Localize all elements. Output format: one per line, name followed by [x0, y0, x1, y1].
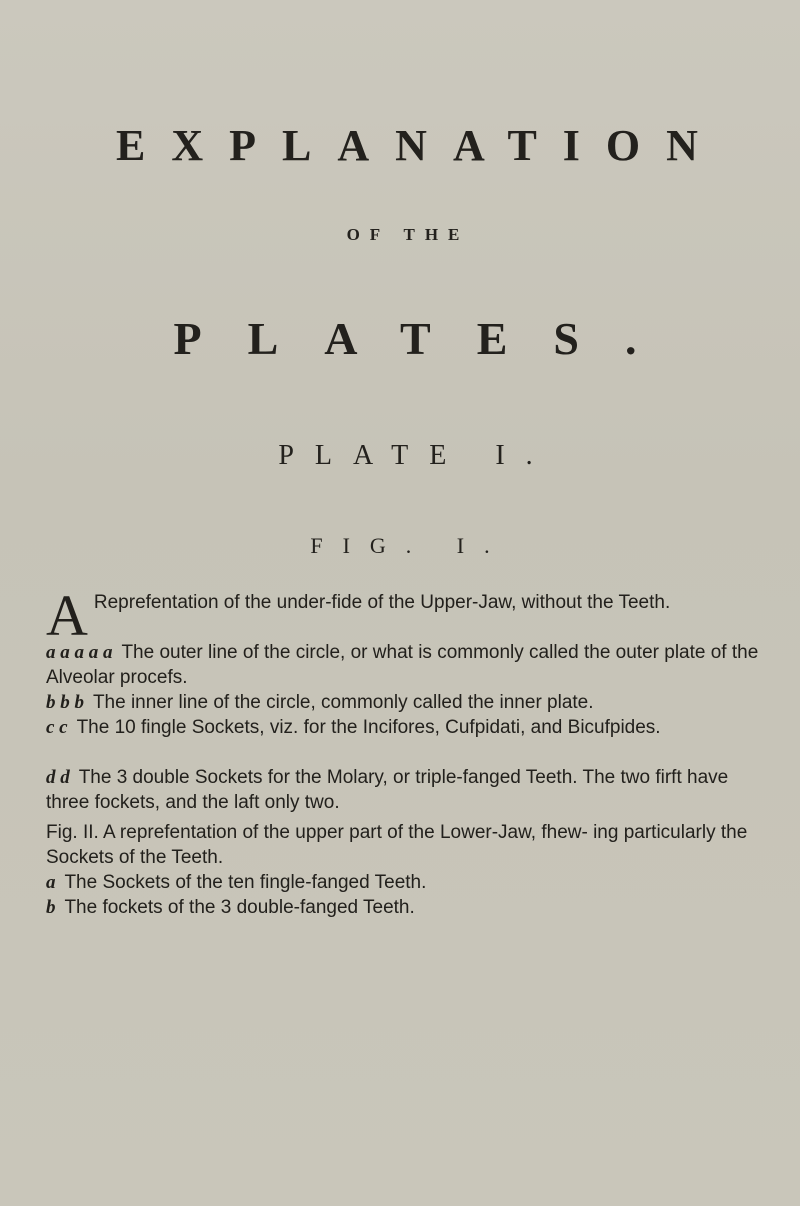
fig2-intro-paragraph	[46, 820, 766, 870]
item-text: The fockets of the 3 double-fanged Teeth.	[64, 897, 415, 918]
item-text: The 10 fingle Sockets, viz. for the Incifores, Cufpidati, and Bicufpides.	[76, 717, 661, 738]
item-letter: d d	[46, 767, 70, 788]
fig2-item	[46, 895, 766, 920]
drop-cap: A	[46, 583, 88, 648]
item-letter: b	[46, 897, 56, 918]
item-text: The outer line of the circle, or what is commonly called the outer plate of the Alveolar procefs.	[46, 642, 759, 688]
fig2-item	[46, 870, 766, 895]
item-text: The Sockets of the ten fingle-fanged Teeth.	[64, 872, 427, 893]
fig1-intro-paragraph	[46, 583, 766, 648]
fig1-item	[46, 765, 766, 815]
fig1-item	[46, 640, 766, 690]
title-of-the: OF THE	[346, 225, 470, 244]
fig1-intro-text: Reprefentation of the under-fide of the Upper-Jaw, without the Teeth.	[93, 592, 671, 613]
fig1-item	[46, 715, 766, 740]
item-text: The inner line of the circle, commonly called the inner plate.	[92, 692, 594, 713]
title-plates: PLATES.	[173, 313, 683, 364]
item-letter: b b b	[46, 692, 84, 713]
figure-heading: FIG. I.	[310, 533, 510, 558]
item-text: The 3 double Sockets for the Molary, or triple-fanged Teeth. The two firft have three fockets, and the laft only two.	[46, 767, 729, 813]
plate-number: PLATE I.	[278, 440, 554, 471]
item-letter: a	[46, 872, 56, 893]
item-letter: a a a a a	[46, 642, 113, 663]
title-explanation: EXPLANATION	[116, 121, 724, 170]
fig2-intro-text: Fig. II. A reprefentation of the upper part of the Lower-Jaw, fhew- ing particularly the Sockets of the Teeth.	[46, 822, 748, 868]
fig1-item	[46, 690, 766, 715]
item-letter: c c	[46, 717, 68, 738]
